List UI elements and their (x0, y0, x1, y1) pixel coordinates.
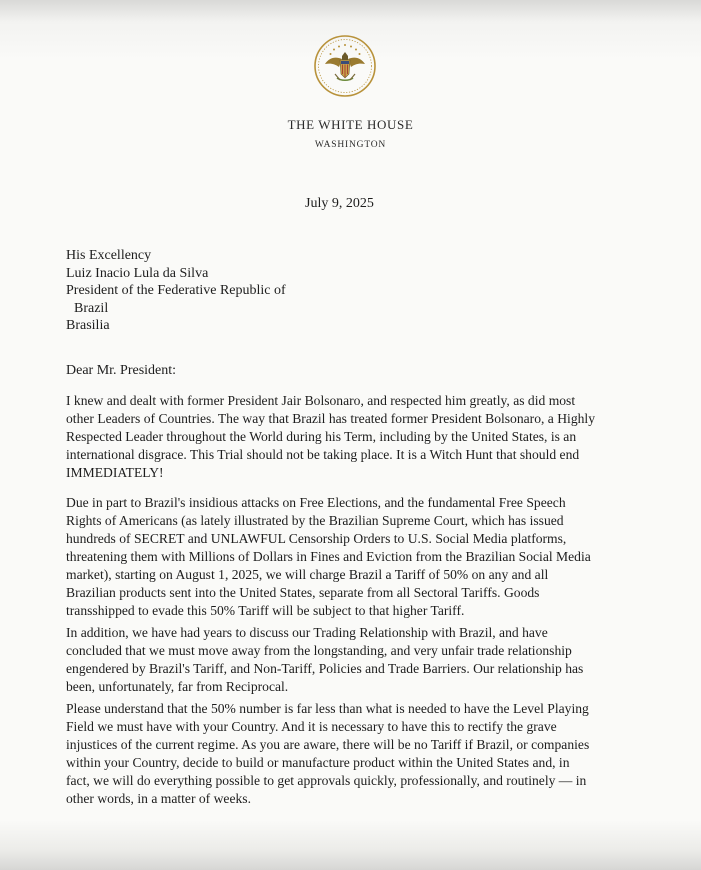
text-line: concluded that we must move away from the longstanding, and very unfair trade relationship (66, 643, 572, 658)
presidential-seal-icon (313, 34, 377, 98)
text-line: In addition, we have had years to discuss our Trading Relationship with Brazil, and have (66, 625, 548, 640)
text-line: Due in part to Brazil's insidious attacks on Free Elections, and the fundamental Free Speech (66, 495, 566, 510)
text-line: transshipped to evade this 50% Tariff will be subject to that higher Tariff. (66, 603, 465, 618)
address-line: His Excellency (66, 248, 152, 263)
text-line: Respected Leader throughout the World during his Term, including by the United States, is an (66, 429, 577, 444)
text-line: IMMEDIATELY! (66, 465, 164, 480)
text-line: Brazilian products sent into the United States, separate from all Sectoral Tariffs. Goods (66, 585, 540, 600)
text-line: fact, we will do everything possible to get approvals quickly, professionally, and routinely — in (66, 773, 587, 788)
text-line: other Leaders of Countries. The way that Brazil has treated former President Bolsonaro, a Highly (66, 411, 595, 426)
text-line: Rights of Americans (as lately illustrated by the Brazilian Supreme Court, which has issued (66, 513, 564, 528)
address-line: Brasilia (66, 318, 110, 333)
text-line: injustices of the current regime. As you are aware, there will be no Tariff if Brazil, or companies (66, 737, 590, 752)
text-line: hundreds of SECRET and UNLAWFUL Censorship Orders to U.S. Social Media platforms, (66, 531, 567, 546)
text-line: Field we must have with your Country. And it is necessary to have this to rectify the grave (66, 719, 557, 734)
text-line: been, unfortunately, far from Reciprocal. (66, 679, 289, 694)
recipient-address (66, 247, 286, 335)
text-line: international disgrace. This Trial should not be taking place. It is a Witch Hunt that should end (66, 447, 580, 462)
salutation: Dear Mr. President: (66, 363, 177, 378)
text-line: within your Country, decide to build or manufacture product within the United States and, in (66, 755, 570, 770)
letter-date: July 9, 2025 (305, 196, 374, 211)
paragraph-bolsonaro (66, 392, 646, 482)
address-line: President of the Federative Republic of (66, 283, 286, 298)
text-line: threatening them with Millions of Dollars in Fines and Eviction from the Brazilian Social Media (66, 549, 591, 564)
letterhead-title: THE WHITE HOUSE (287, 117, 414, 132)
text-line: engendered by Brazil's Tariff, and Non-Tariff, Policies and Trade Barriers. Our relationship has (66, 661, 584, 676)
address-line: Brazil (74, 300, 109, 316)
text-line: I knew and dealt with former President Jair Bolsonaro, and respected him greatly, as did most (66, 393, 576, 408)
letterhead-subtitle: WASHINGTON (314, 140, 387, 150)
text-line: Please understand that the 50% number is far less than what is needed to have the Level Playing (66, 701, 589, 716)
paragraph-trade-relationship (66, 624, 646, 696)
paragraph-tariff (66, 494, 646, 620)
text-line: market), starting on August 1, 2025, we will charge Brazil a Tariff of 50% on any and all (66, 567, 549, 582)
paragraph-level-playing-field (66, 700, 646, 808)
address-line: Luiz Inacio Lula da Silva (66, 265, 209, 281)
text-line: other words, in a matter of weeks. (66, 791, 251, 806)
